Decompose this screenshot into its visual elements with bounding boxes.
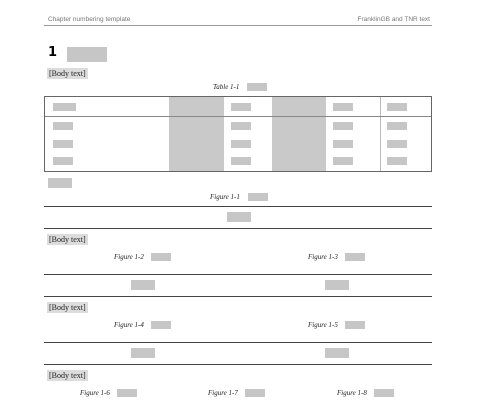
body-text-label: [Body text] bbox=[49, 69, 86, 78]
table-cell bbox=[53, 140, 73, 148]
table-cell bbox=[333, 157, 353, 165]
figure-caption-placeholder bbox=[117, 389, 137, 397]
table-cell bbox=[333, 103, 353, 111]
figure-caption-placeholder bbox=[248, 193, 268, 201]
figure-caption: Figure 1-6 bbox=[80, 389, 110, 397]
figure-placeholder bbox=[131, 280, 155, 290]
table-cell bbox=[387, 122, 407, 130]
table-cell bbox=[53, 122, 73, 130]
figure-rule bbox=[44, 206, 432, 207]
header-rule bbox=[44, 25, 432, 26]
table-cell bbox=[53, 103, 76, 111]
table-cell bbox=[387, 140, 407, 148]
figure-caption-placeholder bbox=[345, 253, 365, 261]
figure-rule bbox=[44, 274, 432, 275]
figure-rule bbox=[44, 296, 432, 297]
table-cell bbox=[387, 103, 407, 111]
table-cell bbox=[53, 157, 73, 165]
figure-rule bbox=[44, 342, 432, 343]
table-cell bbox=[231, 103, 251, 111]
table-cell bbox=[231, 122, 251, 130]
figure-caption: Figure 1-4 bbox=[114, 321, 144, 329]
figure-caption: Figure 1-2 bbox=[114, 253, 144, 261]
body-text-label: [Body text] bbox=[49, 371, 86, 380]
figure-caption: Figure 1-7 bbox=[208, 389, 238, 397]
chapter-number: 1 bbox=[48, 45, 58, 60]
table-cell bbox=[231, 157, 251, 165]
figure-caption: Figure 1-5 bbox=[308, 321, 338, 329]
figure-placeholder bbox=[325, 348, 349, 358]
figure-caption-placeholder bbox=[151, 321, 171, 329]
table-caption-placeholder bbox=[247, 83, 267, 91]
header-right-text: FranklinGB and TNR text bbox=[357, 16, 430, 23]
table-header-rule bbox=[45, 116, 431, 117]
table-cell bbox=[333, 122, 353, 130]
figure-placeholder bbox=[131, 348, 155, 358]
table bbox=[44, 96, 432, 172]
figure-rule bbox=[44, 228, 432, 229]
figure-caption: Figure 1-1 bbox=[210, 193, 240, 201]
body-text-label: [Body text] bbox=[49, 303, 86, 312]
body-text-label: [Body text] bbox=[49, 235, 86, 244]
table-caption: Table 1-1 bbox=[213, 83, 240, 91]
figure-caption: Figure 1-3 bbox=[308, 253, 338, 261]
figure-rule bbox=[44, 364, 432, 365]
table-column-divider bbox=[380, 97, 381, 171]
figure-placeholder bbox=[227, 212, 251, 222]
table-cell bbox=[387, 157, 407, 165]
figure-caption-placeholder bbox=[345, 321, 365, 329]
table-cell bbox=[231, 140, 251, 148]
figure-caption-placeholder bbox=[151, 253, 171, 261]
figure-caption-placeholder bbox=[245, 389, 265, 397]
figure-caption-placeholder bbox=[374, 389, 394, 397]
table-shaded-column bbox=[169, 97, 224, 171]
table-cell bbox=[333, 140, 353, 148]
table-note-placeholder bbox=[48, 178, 72, 188]
header-left-text: Chapter numbering template bbox=[48, 16, 131, 23]
figure-placeholder bbox=[325, 280, 349, 290]
table-shaded-column bbox=[272, 97, 326, 171]
figure-caption: Figure 1-8 bbox=[337, 389, 367, 397]
chapter-title-placeholder bbox=[67, 47, 107, 62]
